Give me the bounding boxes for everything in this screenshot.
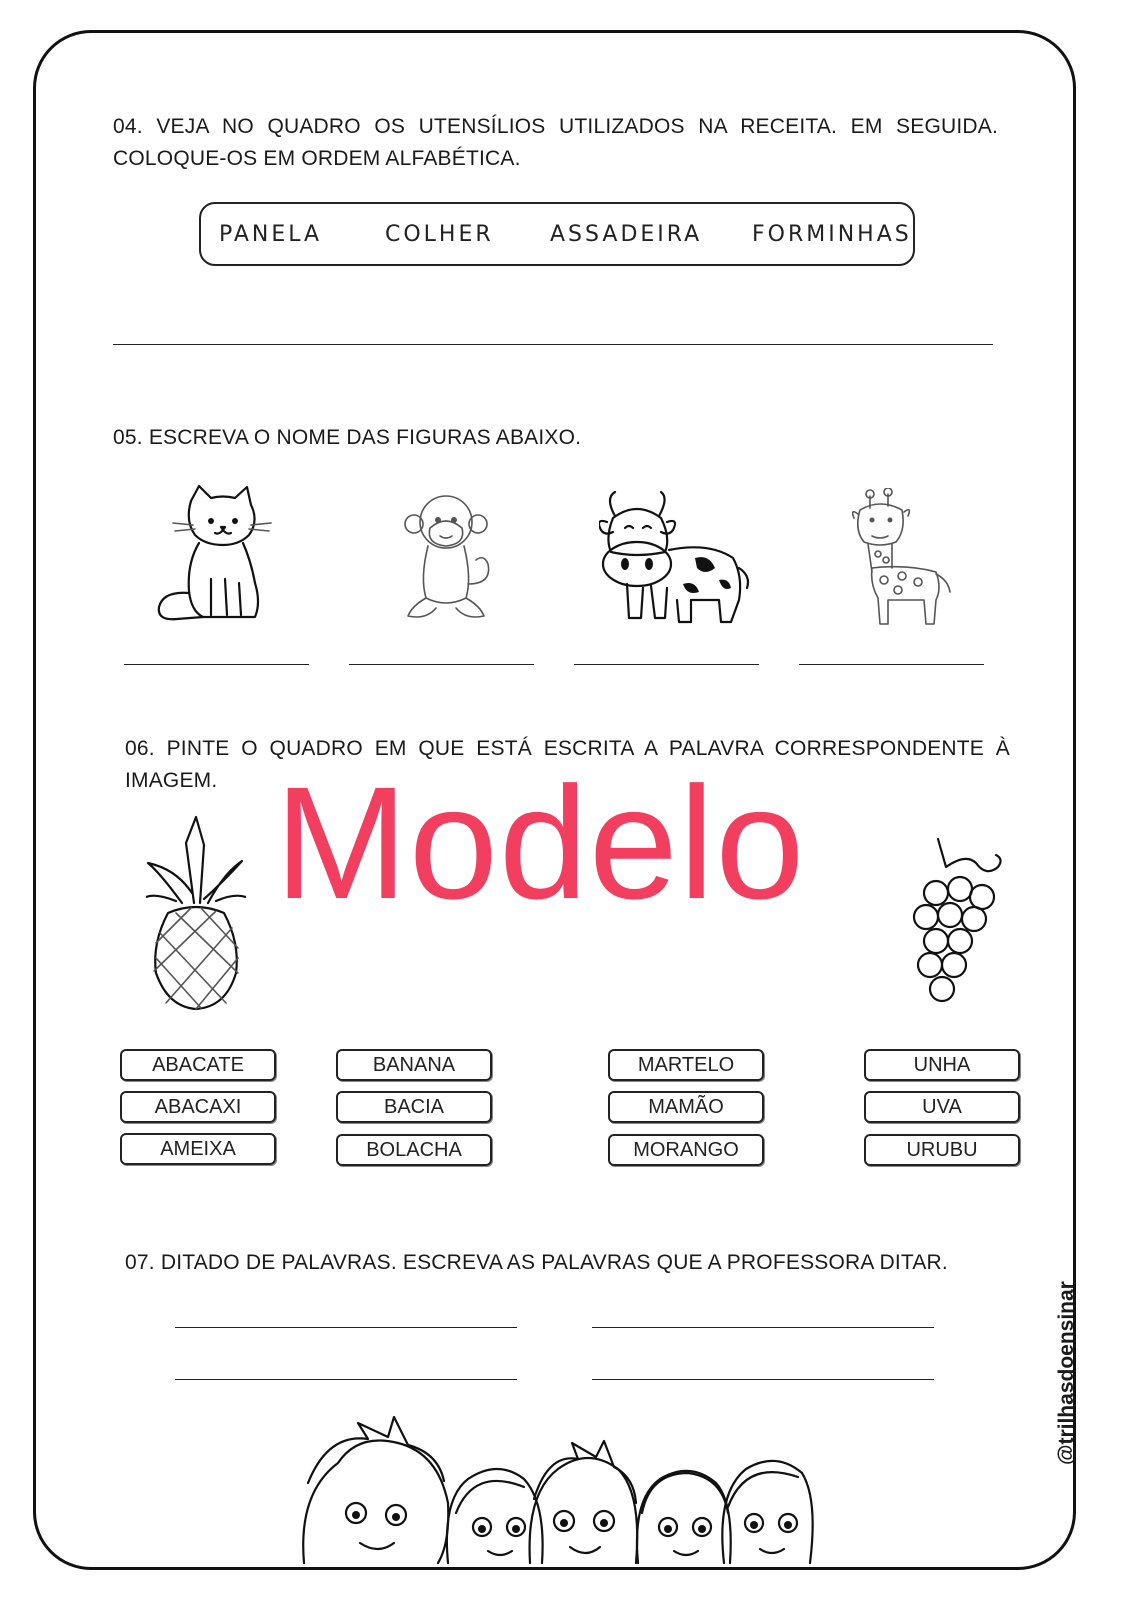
option-uva[interactable]: UVA [864, 1091, 1020, 1123]
option-unha[interactable]: UNHA [864, 1049, 1020, 1081]
option-bacia[interactable]: BACIA [336, 1091, 492, 1123]
q05-answer-line-3[interactable] [574, 664, 759, 665]
dictation-line-2[interactable] [592, 1327, 934, 1328]
q06-text-cont: IMAGEM. [125, 769, 218, 792]
modelo-watermark: Modelo [274, 753, 806, 932]
word-forminhas: FORMINHAS [752, 222, 912, 247]
q04-answer-line[interactable] [113, 344, 993, 345]
q05-answer-line-1[interactable] [124, 664, 309, 665]
q05-answer-line-2[interactable] [349, 664, 534, 665]
handle-text: @trilhasdoensinar [1055, 1281, 1078, 1465]
option-abacaxi[interactable]: ABACAXI [120, 1091, 276, 1123]
option-mamao[interactable]: MAMÃO [608, 1091, 764, 1123]
dictation-line-1[interactable] [175, 1327, 517, 1328]
option-banana[interactable]: BANANA [336, 1049, 492, 1081]
q04-text-cont: COLOQUE-OS EM ORDEM ALFABÉTICA. [113, 147, 521, 170]
q05-answer-line-4[interactable] [799, 664, 984, 665]
q05-text: 05. ESCREVA O NOME DAS FIGURAS ABAIXO. [113, 426, 582, 449]
option-morango[interactable]: MORANGO [608, 1134, 764, 1166]
option-martelo[interactable]: MARTELO [608, 1049, 764, 1081]
q06-text: 06. PINTE O QUADRO EM QUE ESTÁ ESCRITA A PALAVRA CORRESPONDENTE À [125, 737, 1010, 760]
option-ameixa[interactable]: AMEIXA [120, 1133, 276, 1165]
cat-icon [143, 483, 283, 625]
q07-text: 07. DITADO DE PALAVRAS. ESCREVA AS PALAVRAS QUE A PROFESSORA DITAR. [125, 1251, 948, 1274]
option-urubu[interactable]: URUBU [864, 1134, 1020, 1166]
option-bolacha[interactable]: BOLACHA [336, 1134, 492, 1166]
cow-icon [599, 488, 754, 628]
utensils-word-box [199, 202, 915, 266]
option-abacate[interactable]: ABACATE [120, 1049, 276, 1081]
dictation-line-3[interactable] [175, 1379, 517, 1380]
kids-illustration [298, 1403, 818, 1570]
word-assadeira: ASSADEIRA [550, 222, 703, 247]
grapes-icon [906, 833, 1016, 1013]
giraffe-icon [848, 488, 958, 628]
monkey-icon [396, 488, 496, 623]
q04-text: 04. VEJA NO QUADRO OS UTENSÍLIOS UTILIZADOS NA RECEITA. EM SEGUIDA. [113, 115, 998, 138]
dictation-line-4[interactable] [592, 1379, 934, 1380]
word-colher: COLHER [385, 222, 494, 247]
word-panela: PANELA [219, 222, 323, 247]
